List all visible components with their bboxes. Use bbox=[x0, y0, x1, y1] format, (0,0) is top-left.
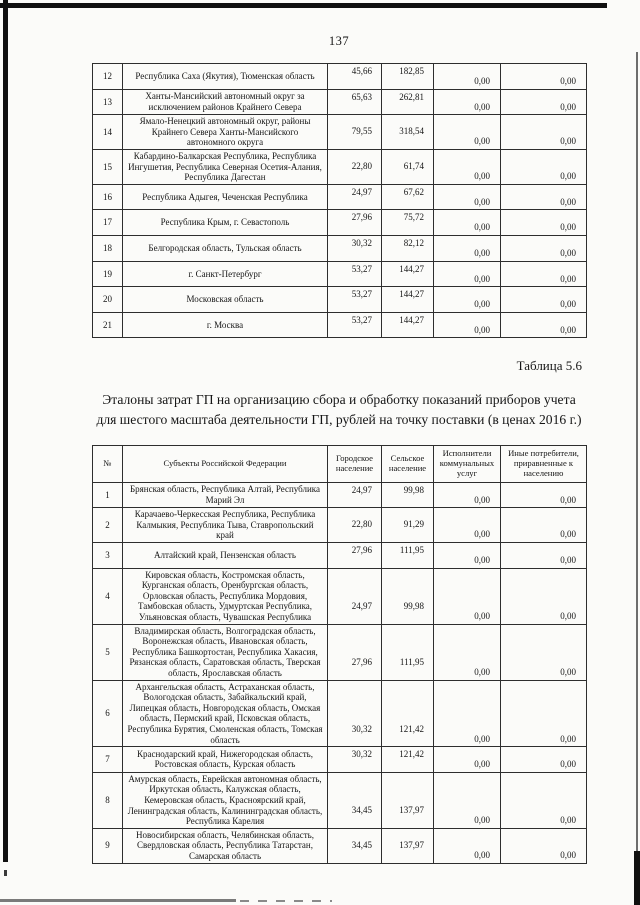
row-number: 12 bbox=[93, 64, 123, 90]
utility-value: 0,00 bbox=[434, 747, 501, 773]
table-row bbox=[93, 64, 587, 90]
table-row bbox=[93, 828, 587, 863]
row-number: 14 bbox=[93, 115, 123, 150]
row-number: 17 bbox=[93, 210, 123, 236]
utility-value: 0,00 bbox=[434, 235, 501, 261]
table-row bbox=[93, 149, 587, 184]
rural-value: 91,29 bbox=[382, 508, 434, 543]
scan-edge-right bbox=[636, 52, 638, 905]
row-number: 4 bbox=[93, 568, 123, 624]
other-value: 0,00 bbox=[501, 184, 587, 210]
other-value: 0,00 bbox=[501, 680, 587, 747]
urban-value: 27,96 bbox=[328, 210, 382, 236]
urban-value: 30,32 bbox=[328, 235, 382, 261]
table-5-6 bbox=[92, 445, 587, 863]
rural-value: 262,81 bbox=[382, 89, 434, 115]
subjects-cell: Ханты-Мансийский автономный округ за исключением районов Крайнего Севера bbox=[123, 89, 328, 115]
row-number: 3 bbox=[93, 543, 123, 569]
header-utility: Исполнители коммунальных услуг bbox=[434, 446, 501, 482]
other-value: 0,00 bbox=[501, 235, 587, 261]
utility-value: 0,00 bbox=[434, 184, 501, 210]
table-row bbox=[93, 482, 587, 508]
subjects-cell: Брянская область, Республика Алтай, Республика Марий Эл bbox=[123, 482, 328, 508]
header-urban: Городское население bbox=[328, 446, 382, 482]
subjects-cell: Новосибирская область, Челябинская область, Свердловская область, Республика Татарстан, Самарская область bbox=[123, 828, 328, 863]
urban-value: 22,80 bbox=[328, 149, 382, 184]
rural-value: 99,98 bbox=[382, 568, 434, 624]
document-title: Эталоны затрат ГП на организацию сбора и обработку показаний приборов учета для шестого масштаба деятельности ГП, рублей на точку поставки (в ценах 2016 г.) bbox=[96, 392, 582, 427]
header-other: Иные потребители, приравненные к населению bbox=[501, 446, 587, 482]
row-number: 2 bbox=[93, 508, 123, 543]
utility-value: 0,00 bbox=[434, 261, 501, 287]
table-row bbox=[93, 568, 587, 624]
rural-value: 67,62 bbox=[382, 184, 434, 210]
urban-value: 30,32 bbox=[328, 747, 382, 773]
utility-value: 0,00 bbox=[434, 568, 501, 624]
other-value: 0,00 bbox=[501, 568, 587, 624]
urban-value: 22,80 bbox=[328, 508, 382, 543]
utility-value: 0,00 bbox=[434, 508, 501, 543]
subjects-cell: Республика Крым, г. Севастополь bbox=[123, 210, 328, 236]
subjects-cell: Амурская область, Еврейская автономная область, Иркутская область, Калужская область, Кемеровская область, Красноярский край, Ленинградская область, Калининградская область, Республика Карелия bbox=[123, 772, 328, 828]
table-row bbox=[93, 312, 587, 338]
utility-value: 0,00 bbox=[434, 828, 501, 863]
scan-edge-right-bottom bbox=[634, 851, 640, 905]
row-number: 1 bbox=[93, 482, 123, 508]
row-number: 18 bbox=[93, 235, 123, 261]
other-value: 0,00 bbox=[501, 482, 587, 508]
rural-value: 61,74 bbox=[382, 149, 434, 184]
urban-value: 34,45 bbox=[328, 772, 382, 828]
rural-value: 121,42 bbox=[382, 680, 434, 747]
urban-value: 24,97 bbox=[328, 482, 382, 508]
row-number: 8 bbox=[93, 772, 123, 828]
table-label: Таблица 5.6 bbox=[516, 358, 582, 374]
row-number: 15 bbox=[93, 149, 123, 184]
table-header-row bbox=[93, 446, 587, 482]
subjects-cell: Кабардино-Балкарская Республика, Республика Ингушетия, Республика Северная Осетия-Алания, Республика Дагестан bbox=[123, 149, 328, 184]
other-value: 0,00 bbox=[501, 149, 587, 184]
utility-value: 0,00 bbox=[434, 210, 501, 236]
other-value: 0,00 bbox=[501, 747, 587, 773]
utility-value: 0,00 bbox=[434, 543, 501, 569]
row-number: 19 bbox=[93, 261, 123, 287]
subjects-cell: г. Москва bbox=[123, 312, 328, 338]
urban-value: 30,32 bbox=[328, 680, 382, 747]
utility-value: 0,00 bbox=[434, 312, 501, 338]
table-row bbox=[93, 89, 587, 115]
other-value: 0,00 bbox=[501, 508, 587, 543]
rural-value: 144,27 bbox=[382, 287, 434, 313]
urban-value: 24,97 bbox=[328, 568, 382, 624]
subjects-cell: Карачаево-Черкесская Республика, Республика Калмыкия, Республика Тыва, Ставропольский край bbox=[123, 508, 328, 543]
other-value: 0,00 bbox=[501, 772, 587, 828]
other-value: 0,00 bbox=[501, 543, 587, 569]
utility-value: 0,00 bbox=[434, 287, 501, 313]
rural-value: 75,72 bbox=[382, 210, 434, 236]
rural-value: 182,85 bbox=[382, 64, 434, 90]
scan-edge-left-dot bbox=[4, 870, 7, 876]
subjects-cell: Краснодарский край, Нижегородская область, Ростовская область, Курская область bbox=[123, 747, 328, 773]
urban-value: 79,55 bbox=[328, 115, 382, 150]
header-number: № bbox=[93, 446, 123, 482]
other-value: 0,00 bbox=[501, 210, 587, 236]
table-row bbox=[93, 747, 587, 773]
row-number: 5 bbox=[93, 624, 123, 680]
subjects-cell: Ямало-Ненецкий автономный округ, районы Крайнего Севера Ханты-Мансийского автономного округа bbox=[123, 115, 328, 150]
other-value: 0,00 bbox=[501, 624, 587, 680]
rural-value: 111,95 bbox=[382, 543, 434, 569]
urban-value: 27,96 bbox=[328, 543, 382, 569]
table-row bbox=[93, 543, 587, 569]
row-number: 21 bbox=[93, 312, 123, 338]
row-number: 9 bbox=[93, 828, 123, 863]
table-row bbox=[93, 508, 587, 543]
row-number: 6 bbox=[93, 680, 123, 747]
other-value: 0,00 bbox=[501, 115, 587, 150]
page-number: 137 bbox=[328, 34, 350, 48]
table-row bbox=[93, 287, 587, 313]
rural-value: 121,42 bbox=[382, 747, 434, 773]
scan-edge-bottom-dashes bbox=[240, 900, 332, 902]
rural-value: 99,98 bbox=[382, 482, 434, 508]
urban-value: 53,27 bbox=[328, 287, 382, 313]
subjects-cell: Республика Саха (Якутия), Тюменская область bbox=[123, 64, 328, 90]
table-row bbox=[93, 680, 587, 747]
urban-value: 53,27 bbox=[328, 312, 382, 338]
utility-value: 0,00 bbox=[434, 482, 501, 508]
table-row bbox=[93, 115, 587, 150]
utility-value: 0,00 bbox=[434, 149, 501, 184]
table-row bbox=[93, 261, 587, 287]
rural-value: 318,54 bbox=[382, 115, 434, 150]
row-number: 7 bbox=[93, 747, 123, 773]
other-value: 0,00 bbox=[501, 828, 587, 863]
table-row bbox=[93, 772, 587, 828]
utility-value: 0,00 bbox=[434, 64, 501, 90]
utility-value: 0,00 bbox=[434, 680, 501, 747]
urban-value: 53,27 bbox=[328, 261, 382, 287]
rural-value: 144,27 bbox=[382, 312, 434, 338]
header-rural: Сельское население bbox=[382, 446, 434, 482]
urban-value: 27,96 bbox=[328, 624, 382, 680]
rural-value: 82,12 bbox=[382, 235, 434, 261]
utility-value: 0,00 bbox=[434, 89, 501, 115]
table-row bbox=[93, 624, 587, 680]
subjects-cell: Московская область bbox=[123, 287, 328, 313]
subjects-cell: Архангельская область, Астраханская область, Вологодская область, Забайкальский край, Липецкая область, Новгородская область, Омская область, Пермский край, Псковская область, Республика Бурятия, Смоленская область, Томская область bbox=[123, 680, 328, 747]
other-value: 0,00 bbox=[501, 261, 587, 287]
other-value: 0,00 bbox=[501, 312, 587, 338]
scan-edge-bottom bbox=[0, 899, 236, 902]
row-number: 20 bbox=[93, 287, 123, 313]
scan-edge-top bbox=[0, 3, 607, 8]
table-row bbox=[93, 210, 587, 236]
document-page bbox=[92, 34, 586, 864]
other-value: 0,00 bbox=[501, 287, 587, 313]
utility-value: 0,00 bbox=[434, 772, 501, 828]
subjects-cell: Белгородская область, Тульская область bbox=[123, 235, 328, 261]
regions-table-continued bbox=[92, 63, 587, 338]
subjects-cell: Владимирская область, Волгоградская область, Воронежская область, Ивановская область, Республика Башкортостан, Республика Хакасия, Рязанская область, Саратовская область, Тверская область, Ярославская область bbox=[123, 624, 328, 680]
table-row bbox=[93, 235, 587, 261]
table-row bbox=[93, 184, 587, 210]
header-subjects: Субъекты Российской Федерации bbox=[123, 446, 328, 482]
utility-value: 0,00 bbox=[434, 115, 501, 150]
urban-value: 24,97 bbox=[328, 184, 382, 210]
row-number: 13 bbox=[93, 89, 123, 115]
other-value: 0,00 bbox=[501, 89, 587, 115]
urban-value: 34,45 bbox=[328, 828, 382, 863]
utility-value: 0,00 bbox=[434, 624, 501, 680]
rural-value: 137,97 bbox=[382, 772, 434, 828]
regions-table-continued-body bbox=[93, 64, 587, 338]
other-value: 0,00 bbox=[501, 64, 587, 90]
rural-value: 111,95 bbox=[382, 624, 434, 680]
urban-value: 45,66 bbox=[328, 64, 382, 90]
rural-value: 137,97 bbox=[382, 828, 434, 863]
urban-value: 65,63 bbox=[328, 89, 382, 115]
subjects-cell: Республика Адыгея, Чеченская Республика bbox=[123, 184, 328, 210]
scan-edge-left bbox=[3, 0, 8, 862]
row-number: 16 bbox=[93, 184, 123, 210]
rural-value: 144,27 bbox=[382, 261, 434, 287]
table-5-6-body bbox=[93, 482, 587, 863]
subjects-cell: Кировская область, Костромская область, Курганская область, Оренбургская область, Орловская область, Республика Мордовия, Тамбовская область, Удмуртская Республика, Ульяновская область, Чувашская Республика bbox=[123, 568, 328, 624]
subjects-cell: Алтайский край, Пензенская область bbox=[123, 543, 328, 569]
subjects-cell: г. Санкт-Петербург bbox=[123, 261, 328, 287]
